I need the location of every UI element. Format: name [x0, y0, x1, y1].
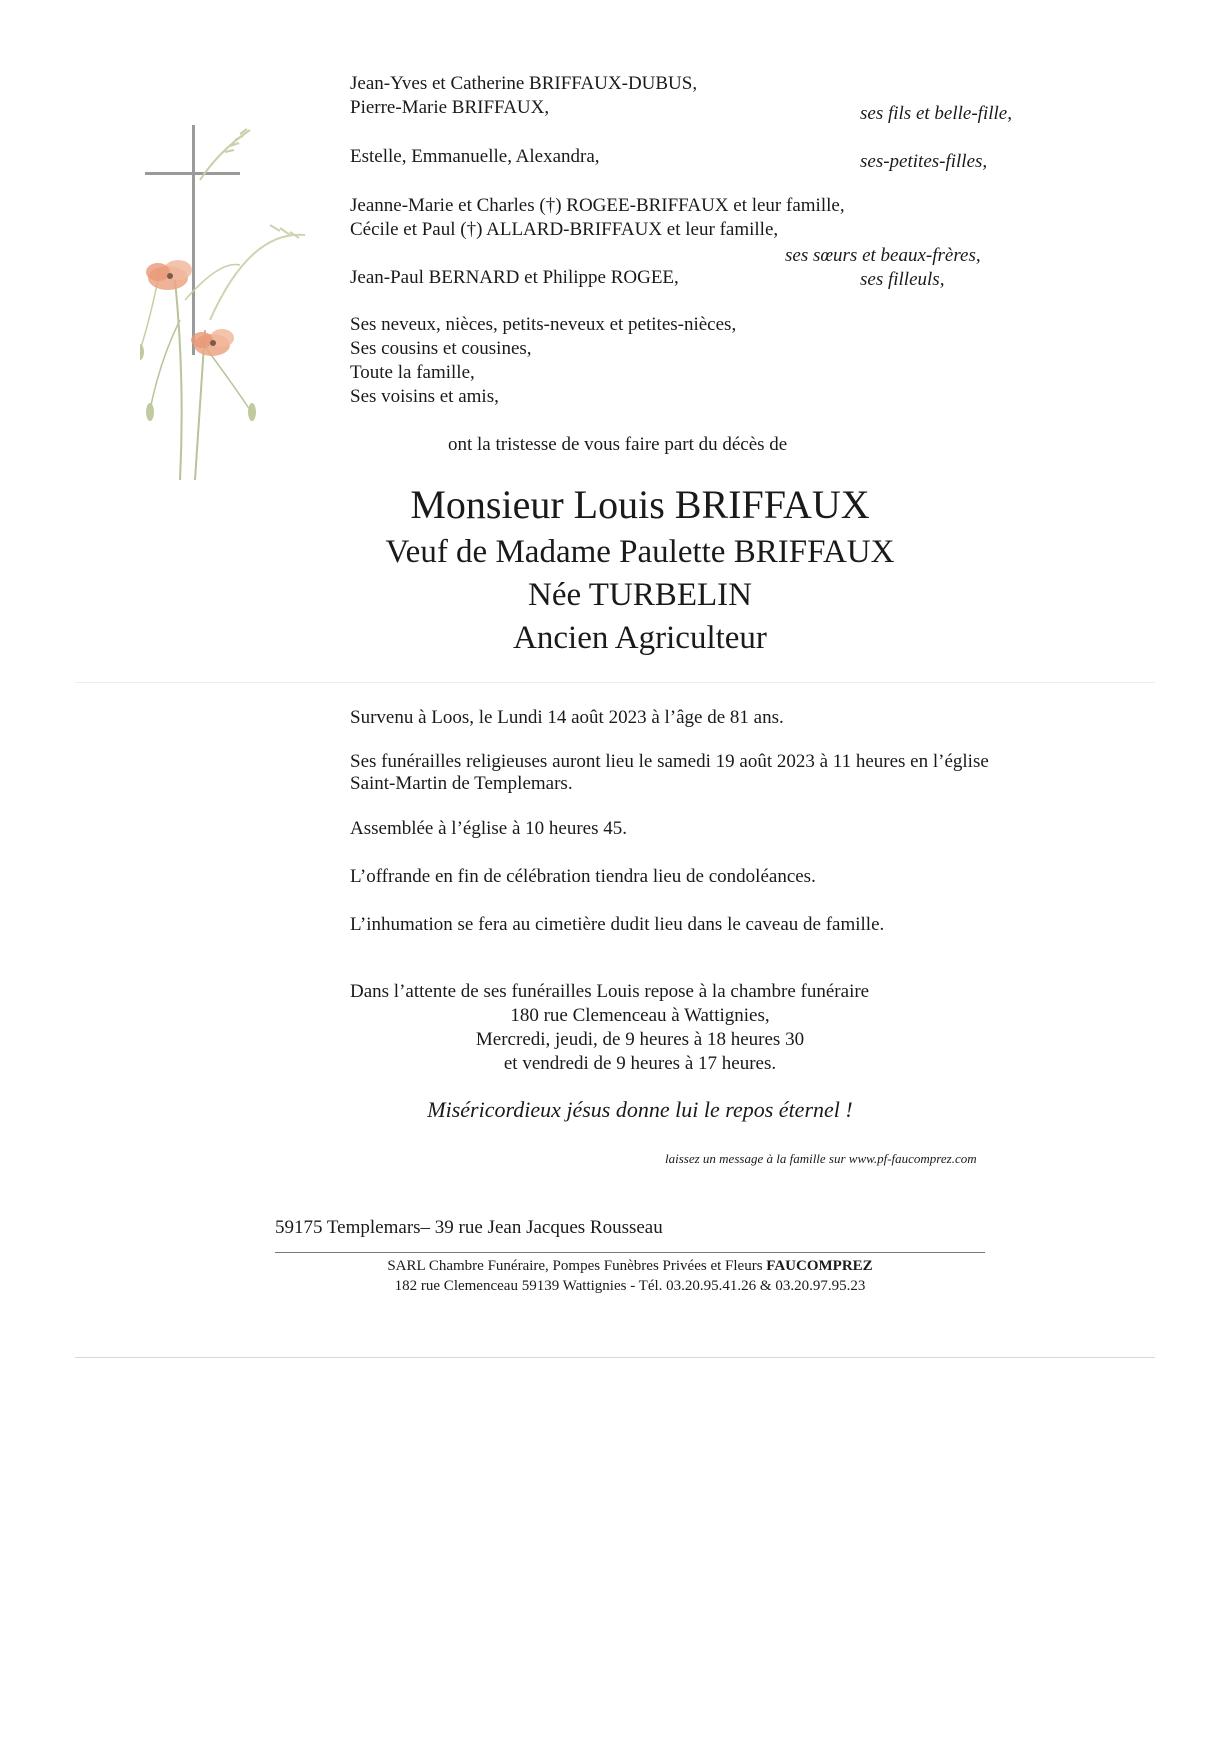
deceased-occupation: Ancien Agriculteur — [513, 620, 767, 656]
others-line-3: Toute la famille, — [350, 362, 475, 383]
footer-divider — [275, 1252, 985, 1253]
prayer: Miséricordieux jésus donne lui le repos éternel ! — [427, 1097, 853, 1122]
company-prefix: SARL Chambre Funéraire, Pompes Funèbres Privées et Fleurs — [387, 1258, 767, 1274]
address: 59175 Templemars– 39 rue Jean Jacques Rousseau — [275, 1217, 663, 1238]
others-line-1: Ses neveux, nièces, petits-neveux et petites-nièces, — [350, 314, 737, 335]
rest-line-2: 180 rue Clemenceau à Wattignies, — [510, 1005, 770, 1026]
family-line-5: Cécile et Paul (†) ALLARD-BRIFFAUX et leur famille, — [350, 219, 779, 240]
family-line-3: Estelle, Emmanuelle, Alexandra, — [350, 146, 600, 167]
company-contact: 182 rue Clemenceau 59139 Wattignies - Tél. 03.20.95.41.26 & 03.20.97.95.23 — [394, 1278, 866, 1294]
relation-sisters: ses sœurs et beaux-frères, — [785, 245, 981, 266]
funeral-line-1: Ses funérailles religieuses auront lieu le samedi 19 août 2023 à 11 heures en l’église — [350, 751, 989, 772]
others-line-4: Ses voisins et amis, — [350, 386, 499, 407]
deceased-born: Née TURBELIN — [528, 577, 752, 613]
company-name: FAUCOMPREZ — [766, 1258, 873, 1274]
cross-with-poppies-icon — [140, 120, 320, 520]
funeral-line-2: Saint-Martin de Templemars. — [350, 773, 573, 794]
relation-granddaughters: ses-petites-filles, — [860, 151, 988, 172]
family-line-6: Jean-Paul BERNARD et Philippe ROGEE, — [350, 267, 679, 288]
deceased-name: Monsieur Louis BRIFFAUX — [410, 482, 870, 527]
assembly-notice: Assemblée à l’église à 10 heures 45. — [350, 818, 627, 839]
family-line-4: Jeanne-Marie et Charles (†) ROGEE-BRIFFAUX et leur famille, — [350, 195, 845, 216]
burial-notice: L’inhumation se fera au cimetière dudit lieu dans le caveau de famille. — [350, 914, 885, 935]
fold-line — [75, 682, 1155, 683]
death-notice: Survenu à Loos, le Lundi 14 août 2023 à l’âge de 81 ans. — [350, 707, 784, 728]
family-line-2: Pierre-Marie BRIFFAUX, — [350, 97, 550, 118]
announcement: ont la tristesse de vous faire part du décès de — [448, 434, 788, 455]
rest-line-4: et vendredi de 9 heures à 17 heures. — [503, 1053, 777, 1074]
others-line-2: Ses cousins et cousines, — [350, 338, 532, 359]
rest-line-3: Mercredi, jeudi, de 9 heures à 18 heures 30 — [475, 1029, 805, 1050]
deceased-widow: Veuf de Madame Paulette BRIFFAUX — [385, 534, 895, 570]
bottom-edge-line — [75, 1357, 1155, 1358]
family-line-1: Jean-Yves et Catherine BRIFFAUX-DUBUS, — [350, 73, 698, 94]
offering-notice: L’offrande en fin de célébration tiendra lieu de condoléances. — [350, 866, 816, 887]
relation-godsons: ses filleuls, — [860, 269, 945, 290]
message-link[interactable]: laissez un message à la famille sur www.pf-faucomprez.com — [665, 1151, 977, 1166]
relation-sons: ses fils et belle-fille, — [860, 103, 1012, 124]
rest-line-1: Dans l’attente de ses funérailles Louis repose à la chambre funéraire — [350, 981, 870, 1002]
company-line — [275, 1256, 985, 1276]
